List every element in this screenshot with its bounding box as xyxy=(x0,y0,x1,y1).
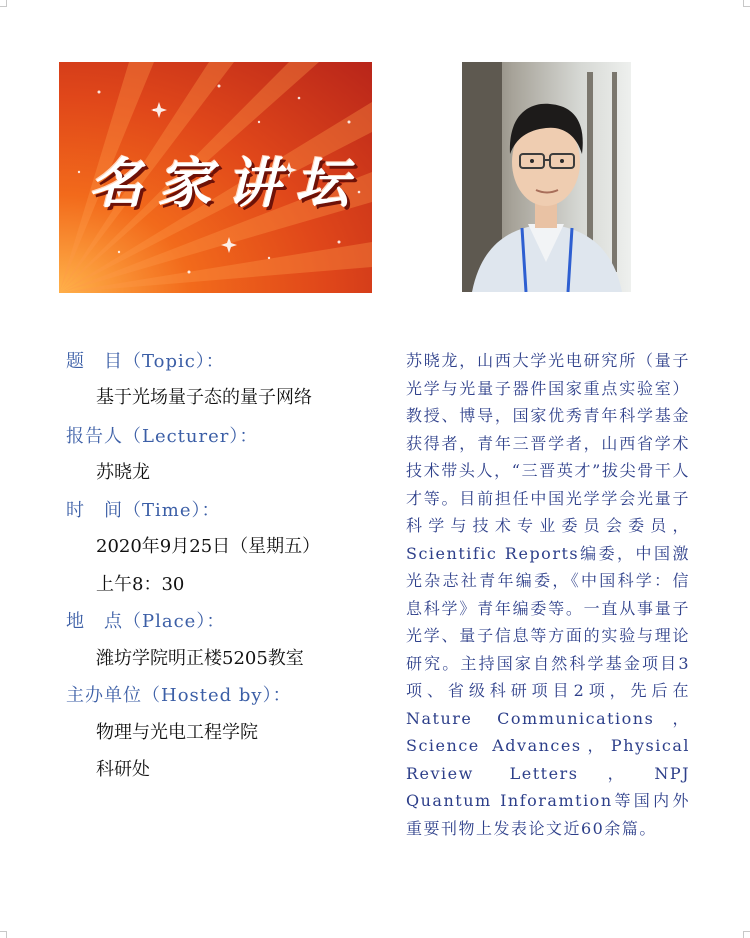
banner-title-char: 家 xyxy=(157,150,212,215)
host-value: 科研处 xyxy=(96,759,150,780)
crop-mark xyxy=(0,0,7,7)
speaker-bio: 苏晓龙，山西大学光电研究所（量子光学与光量子器件国家重点实验室）教授、博导，国家优秀青年科学基金获得者，青年三晋学者，山西省学术技术带头人，“三晋英才”拔尖骨干人才等。目前担任中国光学学会光量子科学与技术专业委员会委员，Scientific Reports编委，中国激光杂志社青年编委，《中国科学：信息科学》青年编委等。一直从事量子光学、量子信息等方面的实验与理论研究。主持国家自然科学基金项目3项、省级科研项目2项，先后在Nature Communications，Science Advances，Physical Review Letters，NPJ Quantum Inforamtion等国内外重要刊物上发表论文近60余篇。 xyxy=(406,351,690,838)
portrait-icon xyxy=(462,62,631,292)
time-date: 2020年9月25日（星期五） xyxy=(96,536,321,557)
host-label: 主办单位（Hosted by）： xyxy=(66,685,292,706)
banner-title-char: 名 xyxy=(89,150,143,215)
crop-mark xyxy=(743,0,750,7)
crop-mark xyxy=(743,931,750,938)
topic-value: 基于光场量子态的量子网络 xyxy=(96,387,312,408)
speaker-photo xyxy=(462,62,631,292)
time-hour: 上午8：30 xyxy=(96,574,185,595)
banner-title xyxy=(89,134,349,224)
crop-mark xyxy=(0,931,7,938)
lecture-banner xyxy=(59,62,372,293)
time-label: 时 间（Time）： xyxy=(66,500,221,521)
lecturer-label: 报告人（Lecturer）： xyxy=(66,426,259,447)
banner-title-char: 讲 xyxy=(226,150,281,215)
lecturer-value: 苏晓龙 xyxy=(96,462,150,483)
place-label: 地 点（Place）： xyxy=(66,611,226,632)
place-value: 潍坊学院明正楼5205教室 xyxy=(96,648,304,669)
banner-title-char: 坛 xyxy=(294,150,349,215)
topic-label: 题 目（Topic）： xyxy=(66,351,225,372)
host-value: 物理与光电工程学院 xyxy=(96,722,258,743)
